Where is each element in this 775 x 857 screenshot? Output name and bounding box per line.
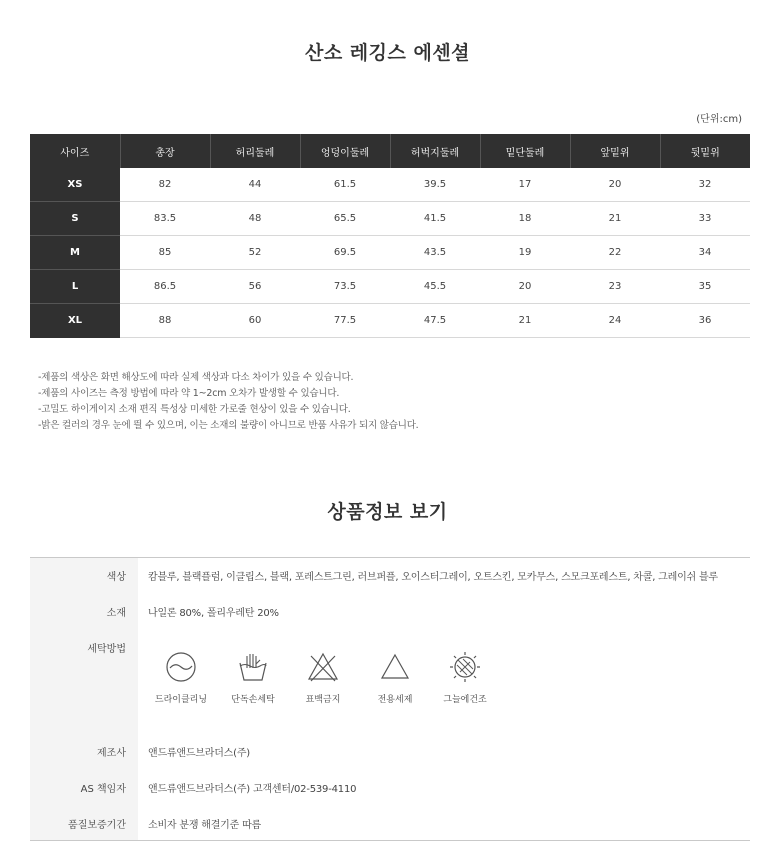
table-cell: 20 [570, 168, 660, 202]
table-row [30, 202, 750, 236]
table-cell: 77.5 [300, 304, 390, 338]
care-item-dry-clean [146, 650, 216, 705]
table-cell: 83.5 [120, 202, 210, 236]
size-label: S [30, 202, 120, 236]
table-cell: 60 [210, 304, 300, 338]
maker-label: 제조사 [97, 748, 126, 759]
as-label: AS 책임자 [80, 784, 126, 795]
warranty-value: 소비자 분쟁 해결기준 따름 [148, 820, 261, 831]
table-cell: 35 [660, 270, 750, 304]
size-label: L [30, 270, 120, 304]
care-caption: 드라이클리닝 [154, 695, 208, 705]
table-cell: 23 [570, 270, 660, 304]
color-label: 색상 [106, 572, 126, 583]
header-cell: 허리둘레 [210, 134, 300, 168]
note-line: -고밀도 하이게이지 소재 편직 특성상 미세한 가로줄 현상이 있을 수 있습니다. [38, 404, 351, 415]
table-cell: 45.5 [390, 270, 480, 304]
table-cell: 33 [660, 202, 750, 236]
header-cell: 총장 [120, 134, 210, 168]
care-caption: 단독손세탁 [231, 695, 275, 705]
table-row [30, 270, 750, 304]
header-cell: 허벅지둘레 [390, 134, 480, 168]
note-line: -제품의 사이즈는 측정 방법에 따라 약 1~2cm 오차가 발생할 수 있습니다. [38, 388, 340, 399]
product-info-table [30, 557, 750, 841]
care-item-hand-wash [218, 650, 288, 705]
table-cell: 41.5 [390, 202, 480, 236]
table-cell: 20 [480, 270, 570, 304]
note-line: -밝은 컬러의 경우 눈에 띌 수 있으며, 이는 소재의 불량이 아니므로 반품 사유가 되지 않습니다. [38, 420, 419, 431]
table-cell: 44 [210, 168, 300, 202]
no-bleach-icon [306, 650, 340, 684]
table-row [30, 168, 750, 202]
table-cell: 19 [480, 236, 570, 270]
table-row [30, 304, 750, 338]
note-line: -제품의 색상은 화면 해상도에 따라 실제 색상과 다소 차이가 있을 수 있습니다. [38, 372, 354, 383]
size-table-header [30, 134, 750, 168]
header-cell: 뒷밑위 [660, 134, 750, 168]
table-cell: 21 [480, 304, 570, 338]
table-row [30, 236, 750, 270]
table-cell: 43.5 [390, 236, 480, 270]
table-cell: 48 [210, 202, 300, 236]
care-caption: 그늘에건조 [443, 695, 487, 705]
size-notes [38, 370, 419, 434]
table-cell: 36 [660, 304, 750, 338]
table-cell: 18 [480, 202, 570, 236]
table-cell: 61.5 [300, 168, 390, 202]
size-label: XS [30, 168, 120, 202]
header-cell: 앞밑위 [570, 134, 660, 168]
dry-clean-icon [164, 650, 198, 684]
hand-wash-icon [236, 650, 270, 684]
care-caption: 전용세제 [377, 695, 413, 705]
size-table [30, 134, 750, 338]
header-cell: 밑단둘레 [480, 134, 570, 168]
material-value: 나일론 80%, 폴리우레탄 20% [148, 608, 279, 619]
care-item-detergent [360, 650, 430, 705]
table-cell: 88 [120, 304, 210, 338]
material-label: 소재 [106, 608, 126, 619]
care-item-shade-dry [430, 650, 500, 705]
shade-dry-icon [448, 650, 482, 684]
table-cell: 47.5 [390, 304, 480, 338]
as-value: 앤드류앤드브라더스(주) 고객센터/02-539-4110 [148, 784, 357, 795]
size-label: M [30, 236, 120, 270]
table-cell: 39.5 [390, 168, 480, 202]
header-cell: 사이즈 [30, 134, 120, 168]
neutral-detergent-icon [378, 650, 412, 684]
unit-label: (단위:cm) [696, 114, 742, 125]
size-label: XL [30, 304, 120, 338]
table-cell: 34 [660, 236, 750, 270]
warranty-label: 품질보증기간 [68, 820, 126, 831]
table-cell: 85 [120, 236, 210, 270]
table-cell: 32 [660, 168, 750, 202]
table-cell: 73.5 [300, 270, 390, 304]
table-cell: 17 [480, 168, 570, 202]
info-title: 상품정보 보기 [327, 501, 448, 523]
care-caption: 표백금지 [305, 695, 341, 705]
table-cell: 69.5 [300, 236, 390, 270]
label-column [30, 558, 138, 840]
table-cell: 21 [570, 202, 660, 236]
table-cell: 65.5 [300, 202, 390, 236]
maker-value: 앤드류앤드브라더스(주) [148, 748, 251, 759]
color-value: 캄블루, 블랙플럼, 이클립스, 블랙, 포레스트그린, 러브퍼플, 오이스터그레이, 오트스킨, 모카무스, 스모크포레스트, 차콜, 그레이쉬 블루 [148, 572, 718, 583]
table-cell: 82 [120, 168, 210, 202]
table-cell: 56 [210, 270, 300, 304]
table-cell: 52 [210, 236, 300, 270]
table-cell: 22 [570, 236, 660, 270]
size-title: 산소 레깅스 에센셜 [304, 42, 471, 64]
table-cell: 24 [570, 304, 660, 338]
header-cell: 엉덩이둘레 [300, 134, 390, 168]
care-item-no-bleach [288, 650, 358, 705]
table-cell: 86.5 [120, 270, 210, 304]
care-label: 세탁방법 [87, 644, 126, 655]
